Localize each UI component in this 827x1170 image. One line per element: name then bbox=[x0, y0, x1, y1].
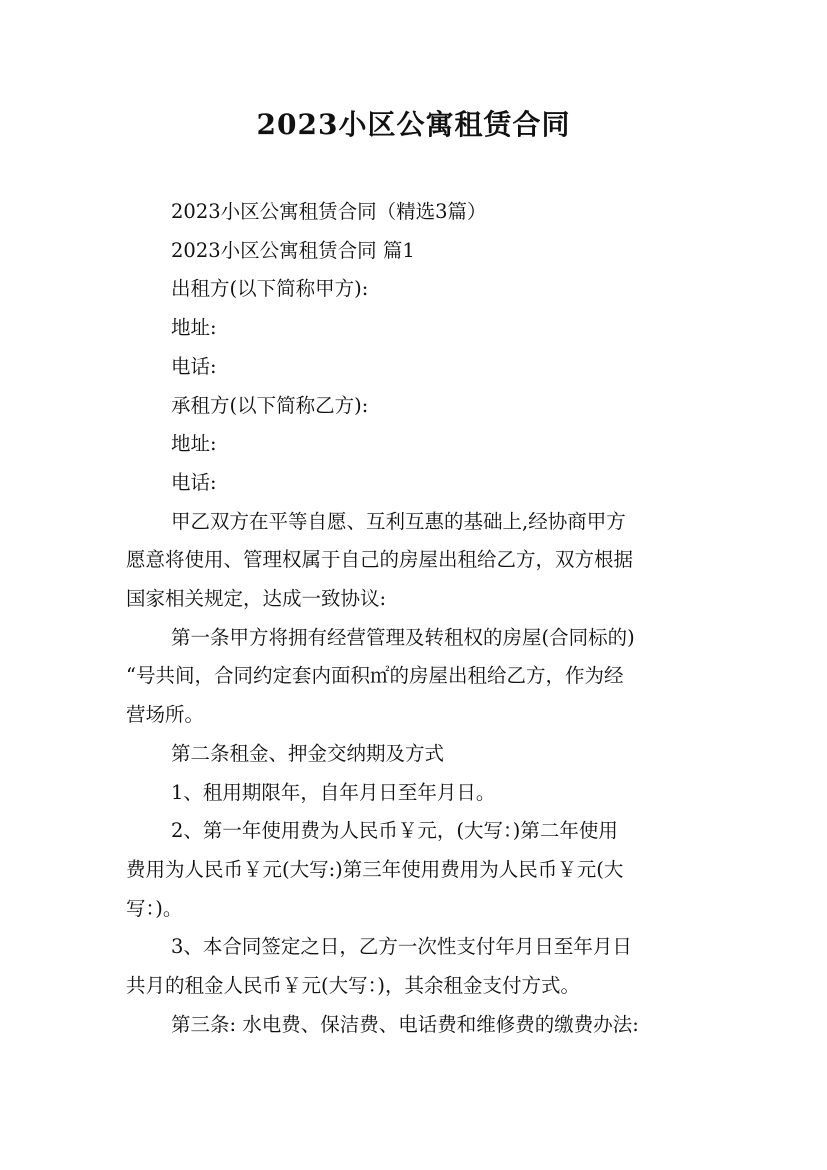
lessor-label: 出租方(以下简称甲方): bbox=[171, 277, 369, 301]
clause3-paragraph bbox=[126, 928, 716, 1005]
clause3-line: 3、本合同签定之日，乙方一次性支付年月日至年月日 bbox=[171, 935, 632, 959]
intro-line: 愿意将使用、管理权属于自己的房屋出租给乙方，双方根据 bbox=[126, 548, 634, 572]
intro-line: 国家相关规定，达成一致协议: bbox=[126, 587, 387, 611]
clause2-line: 写：)。 bbox=[126, 896, 183, 920]
lessor-phone: 电话: bbox=[171, 354, 217, 378]
clause2-paragraph bbox=[126, 812, 716, 928]
article1-paragraph bbox=[126, 619, 716, 735]
lessee-phone: 电话: bbox=[171, 470, 217, 494]
clause1: 1、租用期限年，自年月日至年月日。 bbox=[171, 780, 496, 804]
section-heading: 2023小区公寓租赁合同 篇1 bbox=[171, 238, 415, 262]
intro-line: 甲乙双方在平等自愿、互利互惠的基础上,经协商甲方 bbox=[171, 509, 626, 533]
lessee-label: 承租方(以下简称乙方): bbox=[171, 393, 369, 417]
lessor-address: 地址: bbox=[171, 316, 217, 340]
article1-line: 营场所。 bbox=[126, 703, 205, 727]
lessee-address: 地址: bbox=[171, 432, 217, 456]
clause3-line: 共月的租金人民币￥元(大写：)，其余租金支付方式。 bbox=[126, 974, 580, 998]
document-body bbox=[126, 193, 716, 1044]
document-subtitle: 2023小区公寓租赁合同（精选3篇） bbox=[171, 200, 487, 223]
clause2-line: 2、第一年使用费为人民币￥元，(大写：)第二年使用 bbox=[171, 819, 618, 843]
clause2-line: 费用为人民币￥元(大写:)第三年使用费用为人民币￥元(大 bbox=[126, 857, 624, 881]
article1-line: 第一条甲方将拥有经营管理及转租权的房屋(合同标的) bbox=[171, 625, 635, 649]
article3-heading: 第三条: 水电费、保洁费、电话费和维修费的缴费办法: bbox=[171, 1012, 639, 1036]
article2-heading: 第二条租金、押金交纳期及方式 bbox=[171, 741, 445, 765]
document-title: 2023小区公寓租赁合同 bbox=[256, 108, 571, 141]
intro-paragraph bbox=[126, 503, 716, 619]
article1-line: “号共间，合同约定套内面积㎡的房屋出租给乙方，作为经 bbox=[126, 664, 624, 688]
